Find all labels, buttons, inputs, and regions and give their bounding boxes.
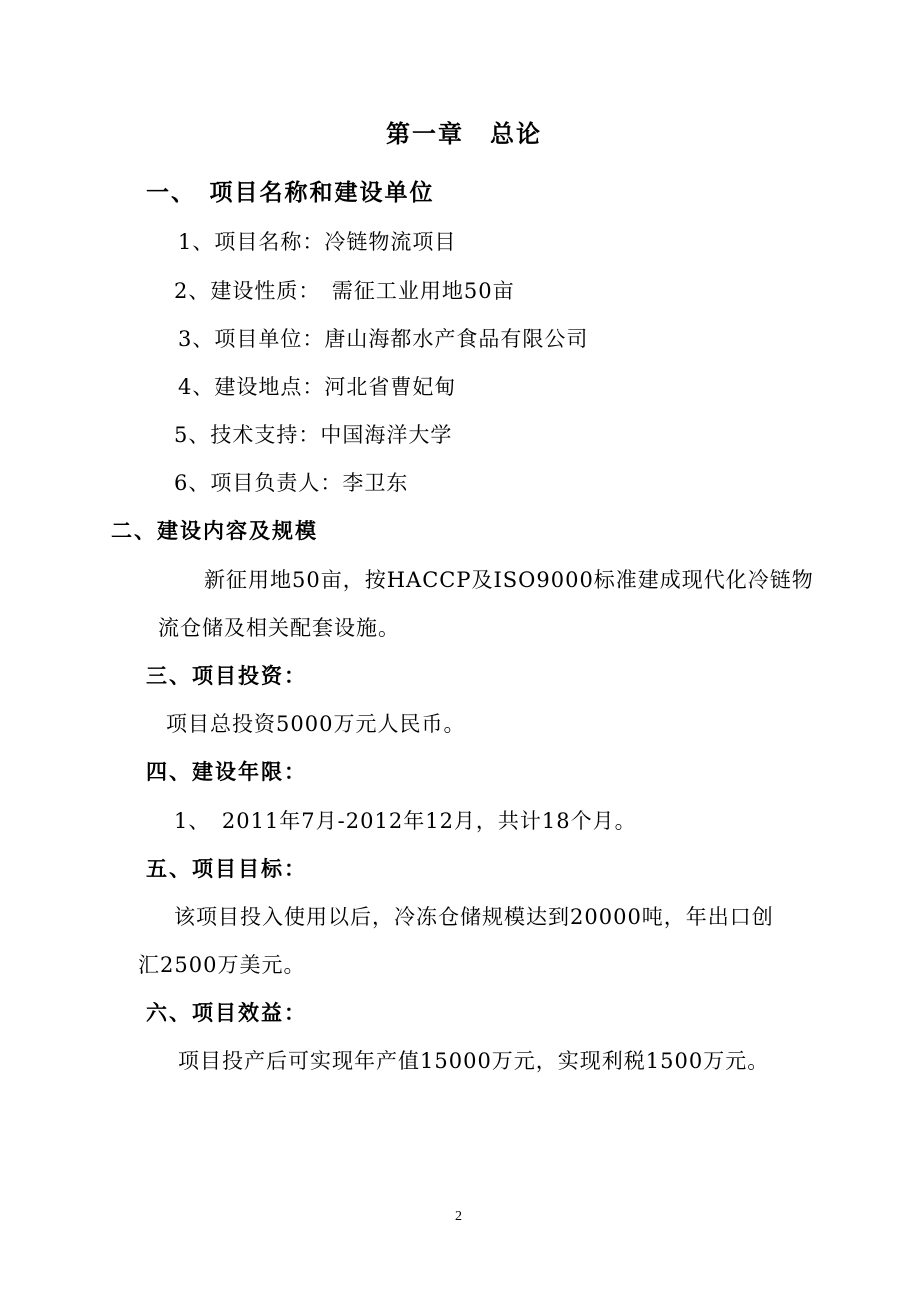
item-construction-site: 4、建设地点：河北省曹妃甸 [178,375,457,399]
section-heading-6: 六、项目效益： [146,1000,307,1025]
section-heading-5: 五、项目目标： [146,856,307,881]
paragraph-line: 1、 2011年7月-2012年12月，共计18个月。 [174,809,637,833]
item-project-leader: 6、项目负责人：李卫东 [174,471,409,495]
section-heading-3: 三、项目投资： [146,663,307,688]
section-heading-1: 一、 项目名称和建设单位 [146,179,435,206]
item-project-unit: 3、项目单位：唐山海都水产食品有限公司 [178,327,589,351]
chapter-title: 第一章 总论 [386,119,542,148]
paragraph-line: 该项目投入使用以后，冷冻仓储规模达到20000吨，年出口创 [174,905,774,929]
page-number: 2 [455,1209,462,1224]
item-technical-support: 5、技术支持：中国海洋大学 [174,423,453,447]
paragraph-line: 新征用地50亩，按HACCP及ISO9000标准建成现代化冷链物 [204,568,814,592]
item-project-name: 1、项目名称：冷链物流项目 [178,230,457,254]
paragraph-line: 流仓储及相关配套设施。 [158,616,400,640]
section-heading-4: 四、建设年限： [146,759,307,784]
paragraph-line: 项目投产后可实现年产值15000万元，实现利税1500万元。 [178,1049,770,1073]
paragraph-line: 汇2500万美元。 [138,953,306,977]
paragraph-line: 项目总投资5000万元人民币。 [166,712,466,736]
section-heading-2: 二、建设内容及规模 [111,518,318,543]
item-construction-nature: 2、建设性质： 需征工业用地50亩 [174,279,515,303]
